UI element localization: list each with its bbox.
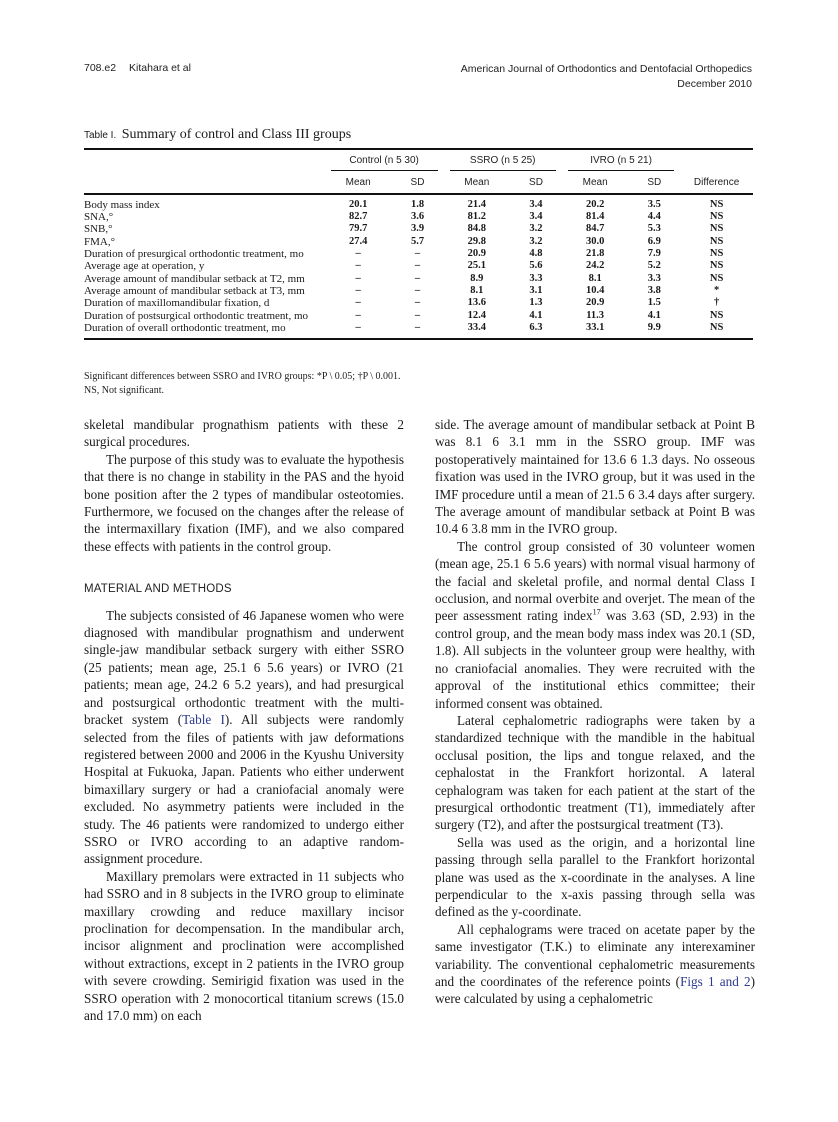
cell-control-sd: 3.9	[410, 223, 425, 235]
cell-ivro-mean: 21.8	[585, 248, 605, 260]
cell-control-mean: –	[355, 321, 361, 333]
cell-ssro-mean: 84.8	[467, 223, 486, 235]
cell-control-mean: –	[355, 248, 361, 260]
cell-control-sd: –	[414, 309, 421, 321]
col-header-sd: SD	[647, 177, 662, 188]
table-footnotes	[84, 370, 401, 398]
table-label: Table I.	[84, 130, 117, 141]
cell-ssro-mean: 25.1	[467, 260, 486, 272]
cell-ssro-sd: 3.2	[529, 223, 543, 235]
section-heading: MATERIAL AND METHODS	[84, 583, 232, 596]
cell-ivro-mean: 33.1	[585, 321, 605, 333]
cell-control-mean: –	[355, 260, 361, 272]
table-row	[84, 285, 753, 297]
figure-reference-link[interactable]: Figs 1 and 2	[680, 974, 751, 989]
col-header-mean: Mean	[582, 177, 608, 188]
cell-difference: NS	[709, 199, 724, 210]
table-row	[84, 322, 753, 339]
cell-control-mean: –	[355, 272, 361, 284]
table-footnote-ns: NS, Not significant.	[84, 385, 164, 396]
cell-ivro-mean: 11.3	[586, 309, 605, 321]
col-header-sd: SD	[410, 177, 425, 188]
cell-ivro-sd: 5.3	[647, 223, 661, 235]
running-head-right	[461, 62, 752, 92]
cell-ssro-mean: 13.6	[467, 297, 486, 309]
cell-control-mean: –	[355, 284, 361, 296]
cell-control-sd: –	[414, 321, 421, 333]
col-header-difference: Difference	[693, 177, 740, 188]
table-row	[84, 248, 753, 260]
paragraph: The control group consisted of 30 volunteer women (mean age, 25.1 6 5.6 years) with normal visual harmony of the facial and skeletal profile, and normal dental Class I occlusion, and normal overbite and overjet. The mean of the peer assessment rating index$^{17}$ was 3.63 (SD, 2.93) in the control group, and the mean body mass index was 20.1 (SD, 1.8). All subjects in the volunteer group were healthy, with no craniofacial anomalies. They were recruited with the approval of the institutional ethics committee; their informed consent was obtained.	[435, 538, 755, 711]
cell-ivro-mean: 8.1	[588, 272, 602, 284]
row-label: SNB,°	[84, 223, 113, 236]
cell-control-sd: 5.7	[410, 235, 425, 247]
citation-superscript[interactable]: 17	[592, 608, 601, 618]
row-label: Duration of overall orthodontic treatment, mo	[84, 321, 286, 334]
body-column-right	[435, 416, 755, 1008]
cell-ivro-mean: 20.2	[585, 199, 605, 210]
group-header-control: Control (n 5 30)	[325, 149, 444, 172]
cell-ssro-mean: 29.8	[467, 235, 486, 247]
row-label: SNA,°	[84, 211, 114, 224]
cell-ivro-sd: 6.9	[647, 235, 661, 247]
cell-ivro-sd: 3.5	[647, 199, 661, 210]
paragraph: All cephalograms were traced on acetate paper by the same investigator (T.K.) to eliminate any interexaminer variability. The conventional cephalometric measurements and the coordinates of the reference points (Figs 1 and 2) were calculated by using a cephalometric	[435, 921, 756, 1007]
cell-ssro-sd: 4.8	[529, 248, 543, 260]
cell-difference: NS	[709, 321, 724, 333]
group-header-ssro: SSRO (n 5 25)	[444, 149, 562, 172]
table-caption	[84, 127, 753, 144]
cell-control-mean: 82.7	[348, 211, 368, 223]
cell-control-sd: –	[414, 248, 421, 260]
row-label: Duration of presurgical orthodontic treatment, mo	[84, 248, 304, 261]
cell-control-mean: 79.7	[348, 223, 368, 235]
paragraph: Lateral cephalometric radiographs were taken by a standardized technique with the mandible in the habitual occlusal position, the lips and tongue relaxed, and the cephalostat in the Frankfort horizontal. A lateral cephalogram was taken for each patient at the start of the presurgical orthodontic treatment (T1), immediately after surgery (T2), and after the postsurgical treatment (T3).	[435, 712, 755, 833]
cell-ssro-mean: 20.9	[467, 248, 486, 260]
table-row	[84, 260, 753, 272]
cell-ssro-mean: 8.1	[470, 284, 484, 296]
table-row	[84, 272, 753, 284]
cell-ssro-sd: 5.6	[529, 260, 543, 272]
cell-control-sd: –	[414, 284, 421, 296]
cell-ivro-sd: 4.1	[647, 309, 661, 321]
author-line: Kitahara et al	[129, 62, 191, 74]
paragraph: Sella was used as the origin, and a horizontal line passing through sella parallel to the Frankfort horizontal plane was used as the x-coordinate in the analyses. A line perpendicular to the x-axis passing through sella was defined as the y-coordinate.	[435, 834, 755, 920]
table-row	[84, 194, 753, 211]
sub-header-row	[84, 172, 753, 194]
cell-ivro-sd: 5.2	[647, 260, 661, 272]
cell-ssro-sd: 3.1	[529, 284, 543, 296]
cell-ivro-sd: 3.3	[647, 272, 661, 284]
row-label: Duration of maxillomandibular fixation, d	[84, 297, 270, 310]
cell-ssro-sd: 6.3	[529, 321, 543, 333]
cell-difference: NS	[709, 235, 724, 247]
cell-control-mean: 20.1	[348, 199, 368, 210]
cell-ssro-sd: 3.4	[529, 211, 543, 223]
cell-ivro-sd: 7.9	[647, 248, 661, 260]
cell-control-mean: 27.4	[348, 235, 368, 247]
col-header-mean: Mean	[464, 177, 490, 188]
cell-ivro-mean: 10.4	[585, 284, 605, 296]
cell-ivro-sd: 3.8	[647, 284, 661, 296]
paragraph: The subjects consisted of 46 Japanese women who were diagnosed with mandibular prognathism and underwent single-jaw mandibular setback surgery with either SSRO (25 patients; mean age, 25.1 6 5.6 years) or IVRO (21 patients; mean age, 24.2 6 5.2 years), and had presurgical and postsurgical orthodontic treatment with the multi-bracket system (Table I). All subjects were randomly selected from the files of patients with jaw deformations registered between 2000 and 2006 in the Kyushu University Hospital at Fukuoka, Japan. Patients who either underwent bimaxillary surgery or had a craniofacial anomaly were excluded. No asymmetry patients were included in the study. The 46 patients were randomized to undergo either SSRO or IVRO according to an adaptive random-assignment procedure.	[84, 607, 404, 867]
cell-ivro-mean: 20.9	[585, 297, 605, 309]
group-header-ivro: IVRO (n 5 21)	[562, 149, 680, 172]
table-1	[84, 127, 753, 340]
table-row	[84, 297, 753, 309]
paragraph: side. The average amount of mandibular setback at Point B was 8.1 6 3.1 mm in the SSRO group. IMF was postoperatively maintained for 13.6 6 1.3 days. No osseous fixation was used in the IVRO group, but it was used in the IMF procedure until a mean of 21.5 6 3.4 days after surgery. The average amount of mandibular setback at Point B was 10.4 6 3.8 mm in the IVRO group.	[435, 417, 755, 537]
cell-control-mean: –	[355, 309, 361, 321]
cell-ssro-mean: 81.2	[467, 211, 486, 223]
cell-control-sd: –	[414, 297, 421, 309]
table-reference-link[interactable]: Table I	[182, 712, 225, 728]
cell-ssro-sd: 3.3	[529, 272, 543, 284]
summary-table	[84, 148, 753, 340]
col-header-sd: SD	[529, 177, 543, 188]
cell-difference: †	[713, 297, 720, 309]
table-row	[84, 211, 753, 223]
cell-control-sd: –	[414, 260, 421, 272]
cell-ssro-sd: 3.4	[529, 199, 543, 210]
paragraph: The purpose of this study was to evaluate the hypothesis that there is no change in stability in the PAS and the hyoid bone position after the 2 types of mandibular osteotomies. Furthermore, we focused on the changes after the release of the intermaxillary fixation (IMF), and we also compared these effects with patients in the control group.	[84, 451, 404, 554]
cell-ivro-sd: 9.9	[647, 321, 661, 333]
cell-difference: NS	[709, 223, 724, 235]
cell-control-sd: –	[414, 272, 421, 284]
body-column-left	[84, 416, 404, 1024]
cell-difference: NS	[709, 211, 724, 223]
running-head-left	[84, 62, 191, 74]
paragraph: skeletal mandibular prognathism patients with these 2 surgical procedures.	[84, 417, 404, 450]
table-row	[84, 236, 753, 248]
journal-name: American Journal of Orthodontics and Dentofacial Orthopedics	[460, 63, 752, 75]
row-label: Body mass index	[84, 199, 160, 211]
cell-ivro-sd: 4.4	[647, 211, 661, 223]
row-label: Average age at operation, y	[84, 260, 205, 273]
cell-control-sd: 1.8	[410, 199, 425, 210]
row-label: Duration of postsurgical orthodontic treatment, mo	[84, 309, 309, 322]
table-footnote-significance: Significant differences between SSRO and IVRO groups: *P \ 0.05; †P \ 0.001.	[84, 371, 401, 382]
cell-ssro-sd: 4.1	[529, 309, 543, 321]
paragraph: Maxillary premolars were extracted in 11 subjects who had SSRO and in 8 subjects in the IVRO group to eliminate maxillary crowding and reduce maxillary incisor proclination for decompensation. In the mandibular arch, incisor alignment and proclination were accomplished without extractions, except in 2 patients in the IVRO group with severe crowding. Semirigid fixation was used in the SSRO operation with 2 monocortical titanium screws (15.0 and 17.0 mm) on each	[84, 868, 404, 1023]
cell-difference: NS	[709, 248, 724, 260]
row-label: FMA,°	[84, 235, 115, 248]
issue-date: December 2010	[677, 78, 752, 90]
cell-ivro-sd: 1.5	[647, 297, 661, 309]
row-label: Average amount of mandibular setback at T2, mm	[84, 272, 305, 285]
cell-ssro-mean: 21.4	[467, 199, 486, 210]
row-label: Average amount of mandibular setback at T3, mm	[84, 284, 305, 297]
cell-ssro-sd: 3.2	[529, 235, 543, 247]
cell-ivro-mean: 84.7	[585, 223, 605, 235]
cell-difference: NS	[709, 309, 724, 321]
cell-ivro-mean: 30.0	[585, 235, 605, 247]
cell-difference: *	[713, 284, 720, 296]
col-header-mean: Mean	[345, 177, 371, 188]
cell-ssro-mean: 8.9	[470, 272, 484, 284]
table-title: Summary of control and Class III groups	[121, 127, 352, 142]
page-number: 708.e2	[84, 62, 117, 74]
group-header-row	[84, 149, 753, 172]
cell-ivro-mean: 81.4	[585, 211, 605, 223]
table-row	[84, 223, 753, 235]
cell-ssro-mean: 33.4	[467, 321, 486, 333]
cell-difference: NS	[709, 260, 724, 272]
cell-ivro-mean: 24.2	[585, 260, 605, 272]
cell-control-sd: 3.6	[410, 211, 425, 223]
table-row	[84, 309, 753, 321]
cell-difference: NS	[709, 272, 724, 284]
cell-ssro-sd: 1.3	[529, 297, 543, 309]
cell-control-mean: –	[355, 297, 361, 309]
cell-ssro-mean: 12.4	[467, 309, 486, 321]
table-body	[84, 194, 753, 339]
